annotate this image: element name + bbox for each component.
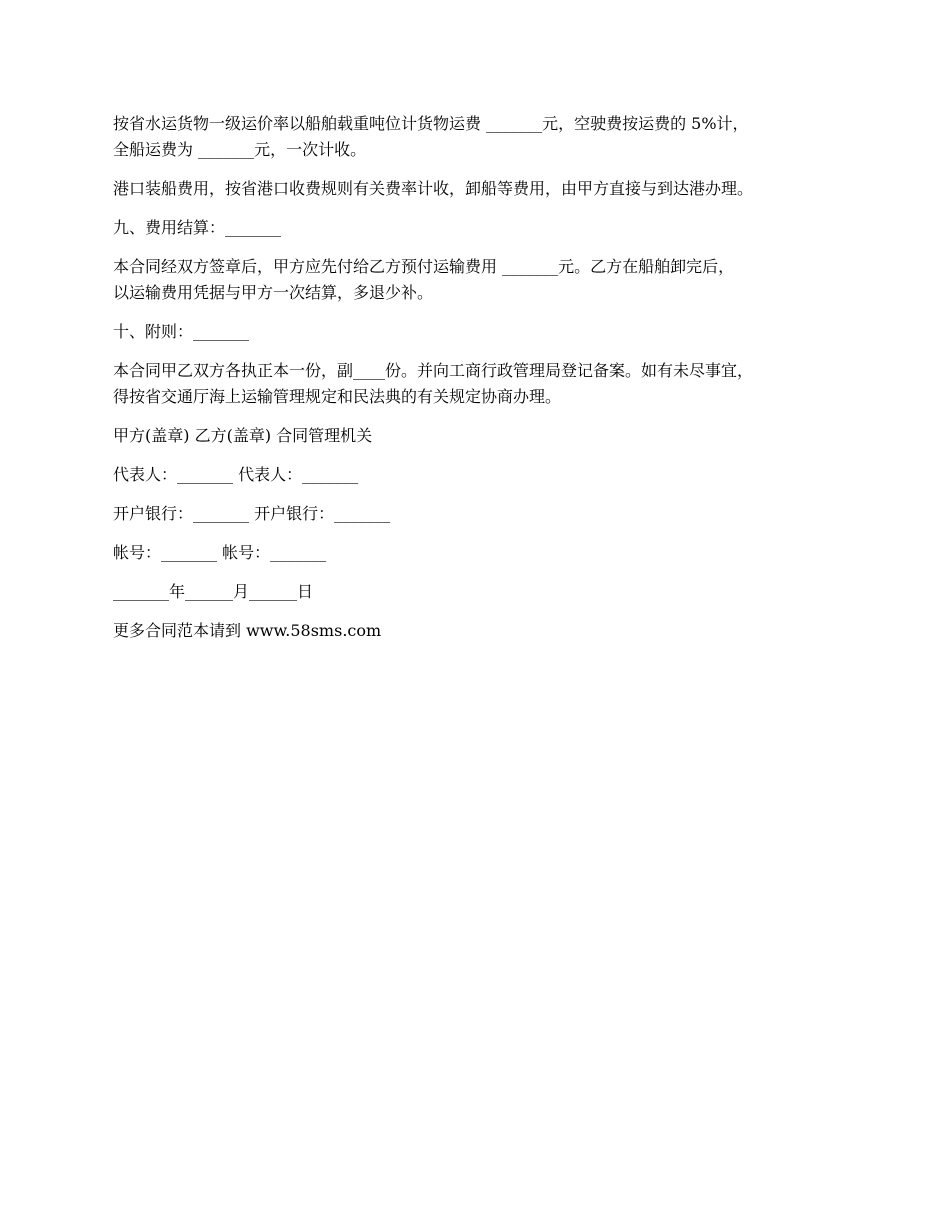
- date-line: [113, 579, 873, 605]
- date-text: _______年______月______日: [113, 582, 314, 601]
- supplementary-line-1: 本合同甲乙双方各执正本一份，副____份。并向工商行政管理局登记备案。如有未尽事宜，: [113, 361, 754, 380]
- freight-rate-paragraph: [113, 111, 873, 163]
- document-page: [113, 111, 873, 657]
- settlement-line-2: 以运输费用凭据与甲方一次结算，多退少补。: [113, 283, 434, 302]
- account-text: 帐号：_______ 帐号：_______: [113, 543, 327, 562]
- settlement-line-1: 本合同经双方签章后，甲方应先付给乙方预付运输费用 _______元。乙方在船舶卸完后，: [113, 257, 735, 276]
- section-ten-heading: [113, 319, 873, 345]
- freight-rate-line-2: 全船运费为 _______元，一次计收。: [113, 140, 367, 159]
- bank-text: 开户银行：_______ 开户银行：_______: [113, 504, 391, 523]
- section-nine-heading: [113, 215, 873, 241]
- section-nine-line: 九、费用结算：_______: [113, 218, 282, 237]
- supplementary-paragraph: [113, 358, 873, 410]
- parties-seal-text: 甲方(盖章) 乙方(盖章) 合同管理机关: [113, 426, 373, 445]
- supplementary-line-2: 得按省交通厅海上运输管理规定和民法典的有关规定协商办理。: [113, 387, 562, 406]
- port-loading-fee-line: 港口装船费用，按省港口收费规则有关费率计收，卸船等费用，由甲方直接与到达港办理。: [113, 179, 754, 198]
- more-templates-footer: [113, 618, 873, 644]
- section-ten-line: 十、附则：_______: [113, 322, 250, 341]
- representative-text: 代表人：_______ 代表人：_______: [113, 465, 359, 484]
- parties-seal-line: [113, 423, 873, 449]
- account-line: [113, 540, 873, 566]
- bank-line: [113, 501, 873, 527]
- more-templates-text: 更多合同范本请到 www.58sms.com: [113, 621, 382, 640]
- port-loading-fee-paragraph: [113, 176, 873, 202]
- settlement-paragraph: [113, 254, 873, 306]
- freight-rate-line-1: 按省水运货物一级运价率以船舶载重吨位计货物运费 _______元，空驶费按运费的 5%计，: [113, 114, 749, 133]
- representative-line: [113, 462, 873, 488]
